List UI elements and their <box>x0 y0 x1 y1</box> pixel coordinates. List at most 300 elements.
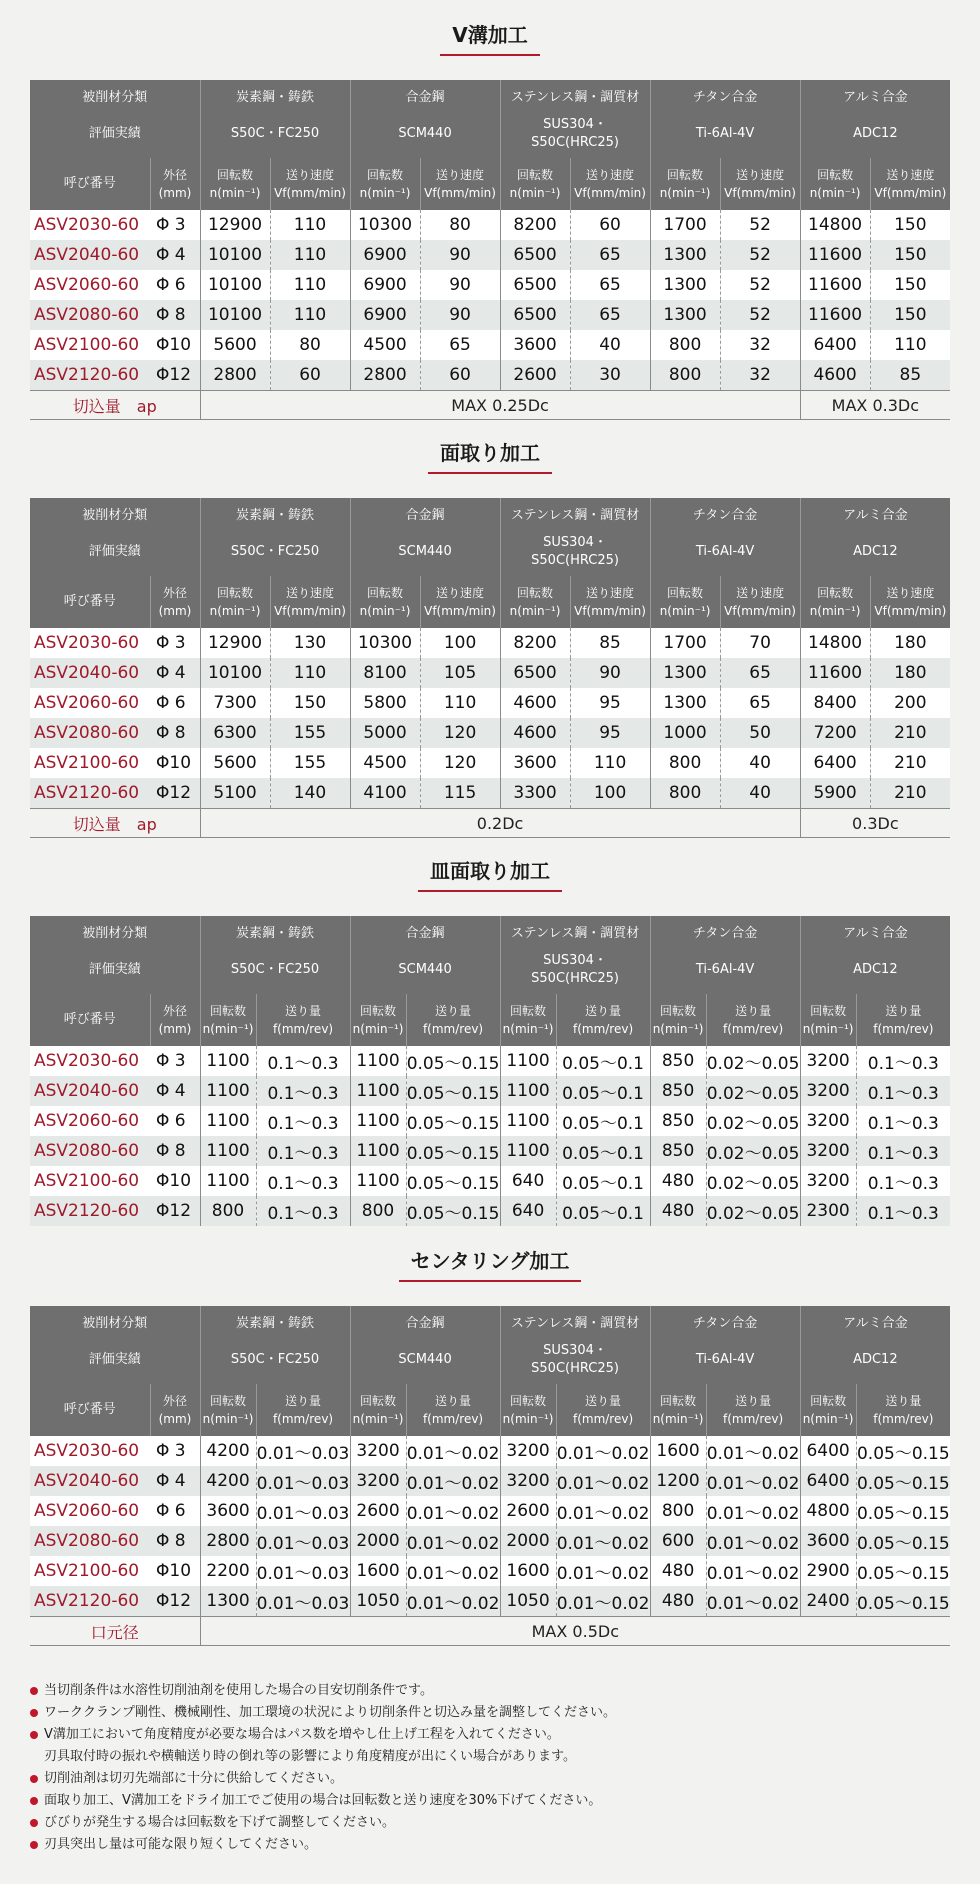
rpm-value: 2600 <box>500 360 570 391</box>
rpm-value: 3200 <box>350 1436 406 1466</box>
section-title-wrap <box>0 858 980 902</box>
feed-value: 100 <box>420 628 500 658</box>
feed-value: 65 <box>570 270 650 300</box>
feed-value: 150 <box>870 270 950 300</box>
rpm-value: 2200 <box>200 1556 256 1586</box>
diameter-value: Φ12 <box>150 778 200 809</box>
feed-label: 送り速度 Vf(mm/min) <box>570 158 650 210</box>
feed-value: 0.02～0.05 <box>706 1076 800 1106</box>
diameter-value: Φ 3 <box>150 210 200 240</box>
cutting-table <box>30 1306 950 1646</box>
rpm-value: 2900 <box>800 1556 856 1586</box>
cutting-table <box>30 498 950 838</box>
rpm-value: 1300 <box>650 240 720 270</box>
material-header: アルミ合金 <box>800 498 950 528</box>
feed-value: 0.05～0.15 <box>856 1436 950 1466</box>
rpm-value: 800 <box>650 748 720 778</box>
feed-value: 95 <box>570 688 650 718</box>
material-header: チタン合金 <box>650 1306 800 1336</box>
table-row <box>30 1526 950 1556</box>
feed-label: 送り速度 Vf(mm/min) <box>720 576 800 628</box>
feed-value: 120 <box>420 748 500 778</box>
rpm-label: 回転数 n(min⁻¹) <box>800 994 856 1046</box>
feed-value: 0.1～0.3 <box>856 1136 950 1166</box>
header-param-row <box>30 576 950 628</box>
rpm-label: 回転数 n(min⁻¹) <box>800 1384 856 1436</box>
feed-value: 0.01～0.02 <box>556 1496 650 1526</box>
rpm-label: 回転数 n(min⁻¹) <box>650 994 706 1046</box>
section-title: 面取り加工 <box>428 440 552 474</box>
feed-value: 52 <box>720 240 800 270</box>
feed-value: 110 <box>270 300 350 330</box>
diameter-value: Φ 6 <box>150 1106 200 1136</box>
rpm-value: 1700 <box>650 210 720 240</box>
diameter-value: Φ 8 <box>150 718 200 748</box>
rpm-value: 2800 <box>200 1526 256 1556</box>
table-footer-row <box>30 391 950 420</box>
feed-value: 0.01～0.02 <box>556 1586 650 1617</box>
feed-value: 0.01～0.02 <box>706 1466 800 1496</box>
grade-header: S50C・FC250 <box>200 528 350 576</box>
material-label: 被削材分類 <box>30 498 200 528</box>
feed-value: 0.01～0.03 <box>256 1496 350 1526</box>
model-number: ASV2100-60 <box>30 748 150 778</box>
feed-value: 0.05～0.15 <box>856 1466 950 1496</box>
rpm-value: 4500 <box>350 330 420 360</box>
rpm-value: 14800 <box>800 628 870 658</box>
header-grade-row <box>30 946 950 994</box>
feed-value: 85 <box>570 628 650 658</box>
diameter-value: Φ 4 <box>150 1466 200 1496</box>
bullet-icon <box>30 1687 38 1695</box>
grade-header: SUS304・ S50C(HRC25) <box>500 946 650 994</box>
header-grade-row <box>30 1336 950 1384</box>
rpm-value: 8100 <box>350 658 420 688</box>
feed-label: 送り速度 Vf(mm/min) <box>720 158 800 210</box>
feed-value: 30 <box>570 360 650 391</box>
rpm-label: 回転数 n(min⁻¹) <box>200 576 270 628</box>
rpm-value: 8200 <box>500 628 570 658</box>
table-row <box>30 1436 950 1466</box>
rpm-value: 1100 <box>200 1136 256 1166</box>
feed-value: 90 <box>420 270 500 300</box>
feed-value: 110 <box>270 210 350 240</box>
material-label: 被削材分類 <box>30 916 200 946</box>
rpm-label: 回転数 n(min⁻¹) <box>650 1384 706 1436</box>
rpm-label: 回転数 n(min⁻¹) <box>500 994 556 1046</box>
model-number: ASV2060-60 <box>30 688 150 718</box>
table-row <box>30 688 950 718</box>
header-param-row <box>30 994 950 1046</box>
feed-value: 0.05～0.15 <box>856 1496 950 1526</box>
rpm-value: 3300 <box>500 778 570 809</box>
material-header: 炭素鋼・鋳鉄 <box>200 916 350 946</box>
note-item <box>30 1768 950 1790</box>
rpm-value: 3600 <box>200 1496 256 1526</box>
rpm-value: 6500 <box>500 240 570 270</box>
model-number: ASV2080-60 <box>30 1526 150 1556</box>
rpm-value: 6400 <box>800 1466 856 1496</box>
rpm-value: 8400 <box>800 688 870 718</box>
feed-label: 送り速度 Vf(mm/min) <box>870 158 950 210</box>
model-label: 呼び番号 <box>30 1384 150 1436</box>
rpm-value: 1000 <box>650 718 720 748</box>
grade-header: Ti-6Al-4V <box>650 110 800 158</box>
diameter-value: Φ 3 <box>150 628 200 658</box>
feed-value: 180 <box>870 628 950 658</box>
feed-value: 0.01～0.02 <box>706 1556 800 1586</box>
section-title: V溝加工 <box>440 22 539 56</box>
header-grade-row <box>30 110 950 158</box>
rpm-value: 12900 <box>200 210 270 240</box>
grade-header: SUS304・ S50C(HRC25) <box>500 1336 650 1384</box>
rpm-value: 480 <box>650 1586 706 1617</box>
section-title: 皿面取り加工 <box>418 858 562 892</box>
feed-value: 210 <box>870 778 950 809</box>
table-row <box>30 778 950 809</box>
diameter-value: Φ 6 <box>150 270 200 300</box>
diameter-label: 外径 (mm) <box>150 994 200 1046</box>
table-row <box>30 210 950 240</box>
diameter-value: Φ 8 <box>150 1136 200 1166</box>
rpm-value: 480 <box>650 1166 706 1196</box>
depth-value-main: 0.2Dc <box>200 809 800 838</box>
rpm-value: 11600 <box>800 240 870 270</box>
feed-value: 115 <box>420 778 500 809</box>
feed-label: 送り量 f(mm/rev) <box>556 1384 650 1436</box>
rpm-value: 5900 <box>800 778 870 809</box>
material-header: チタン合金 <box>650 916 800 946</box>
feed-value: 60 <box>270 360 350 391</box>
model-number: ASV2080-60 <box>30 1136 150 1166</box>
feed-value: 32 <box>720 360 800 391</box>
header-material-row <box>30 80 950 110</box>
rpm-value: 1100 <box>200 1076 256 1106</box>
rpm-value: 6400 <box>800 1436 856 1466</box>
model-number: ASV2100-60 <box>30 330 150 360</box>
feed-label: 送り量 f(mm/rev) <box>406 1384 500 1436</box>
rpm-label: 回転数 n(min⁻¹) <box>350 994 406 1046</box>
rpm-value: 850 <box>650 1046 706 1076</box>
rpm-value: 3600 <box>800 1526 856 1556</box>
feed-value: 65 <box>420 330 500 360</box>
grade-header: S50C・FC250 <box>200 110 350 158</box>
rpm-value: 8200 <box>500 210 570 240</box>
feed-value: 110 <box>270 270 350 300</box>
feed-label: 送り量 f(mm/rev) <box>706 1384 800 1436</box>
feed-value: 0.1～0.3 <box>256 1076 350 1106</box>
feed-value: 90 <box>570 658 650 688</box>
model-number: ASV2040-60 <box>30 240 150 270</box>
grade-header: SCM440 <box>350 1336 500 1384</box>
grade-header: Ti-6Al-4V <box>650 946 800 994</box>
rpm-value: 4600 <box>500 718 570 748</box>
rpm-value: 4500 <box>350 748 420 778</box>
feed-value: 40 <box>570 330 650 360</box>
rpm-value: 6400 <box>800 748 870 778</box>
diameter-label: 外径 (mm) <box>150 576 200 628</box>
rpm-label: 回転数 n(min⁻¹) <box>350 158 420 210</box>
rpm-value: 3600 <box>500 330 570 360</box>
rpm-value: 1300 <box>650 688 720 718</box>
feed-value: 130 <box>270 628 350 658</box>
note-text: 刃具突出し量は可能な限り短くしてください。 <box>44 1837 318 1852</box>
rpm-value: 850 <box>650 1106 706 1136</box>
rpm-value: 800 <box>650 360 720 391</box>
header-grade-row <box>30 528 950 576</box>
table-row <box>30 1196 950 1226</box>
grade-header: ADC12 <box>800 946 950 994</box>
rpm-value: 2800 <box>200 360 270 391</box>
rpm-value: 1100 <box>350 1076 406 1106</box>
bullet-icon <box>30 1731 38 1739</box>
material-header: 合金鋼 <box>350 916 500 946</box>
material-header: 合金鋼 <box>350 1306 500 1336</box>
feed-value: 0.01～0.03 <box>256 1586 350 1617</box>
rpm-value: 2000 <box>500 1526 556 1556</box>
feed-value: 0.05～0.15 <box>406 1076 500 1106</box>
rpm-value: 3200 <box>500 1466 556 1496</box>
feed-value: 0.02～0.05 <box>706 1106 800 1136</box>
rpm-label: 回転数 n(min⁻¹) <box>200 994 256 1046</box>
table-row <box>30 360 950 391</box>
model-label: 呼び番号 <box>30 158 150 210</box>
feed-value: 65 <box>720 658 800 688</box>
feed-value: 210 <box>870 748 950 778</box>
note-item <box>30 1724 950 1746</box>
bullet-icon <box>30 1775 38 1783</box>
grade-header: ADC12 <box>800 528 950 576</box>
rpm-value: 1100 <box>350 1046 406 1076</box>
rpm-label: 回転数 n(min⁻¹) <box>200 1384 256 1436</box>
feed-value: 0.01～0.03 <box>256 1466 350 1496</box>
section-title: センタリング加工 <box>399 1248 582 1282</box>
feed-label: 送り速度 Vf(mm/min) <box>270 158 350 210</box>
rpm-value: 4200 <box>200 1436 256 1466</box>
rpm-value: 1300 <box>650 300 720 330</box>
rpm-value: 480 <box>650 1556 706 1586</box>
feed-label: 送り速度 Vf(mm/min) <box>270 576 350 628</box>
material-header: 炭素鋼・鋳鉄 <box>200 1306 350 1336</box>
model-number: ASV2030-60 <box>30 1046 150 1076</box>
feed-value: 180 <box>870 658 950 688</box>
rpm-value: 7200 <box>800 718 870 748</box>
feed-value: 32 <box>720 330 800 360</box>
rpm-value: 1100 <box>500 1136 556 1166</box>
rpm-value: 14800 <box>800 210 870 240</box>
table-row <box>30 748 950 778</box>
depth-label: 口元径 <box>30 1617 200 1646</box>
table-row <box>30 628 950 658</box>
feed-value: 0.1～0.3 <box>256 1136 350 1166</box>
rpm-value: 1600 <box>350 1556 406 1586</box>
material-header: アルミ合金 <box>800 80 950 110</box>
table-row <box>30 270 950 300</box>
note-item <box>30 1746 950 1768</box>
feed-value: 0.01～0.02 <box>556 1436 650 1466</box>
rpm-value: 10100 <box>200 240 270 270</box>
note-item <box>30 1834 950 1856</box>
rpm-label: 回転数 n(min⁻¹) <box>500 576 570 628</box>
feed-value: 60 <box>420 360 500 391</box>
feed-value: 150 <box>870 210 950 240</box>
feed-value: 0.05～0.15 <box>856 1586 950 1617</box>
diameter-value: Φ 3 <box>150 1436 200 1466</box>
feed-value: 80 <box>270 330 350 360</box>
depth-value-aluminum: MAX 0.3Dc <box>800 391 950 420</box>
depth-value-main: MAX 0.5Dc <box>200 1617 950 1646</box>
feed-value: 0.01～0.02 <box>556 1466 650 1496</box>
eval-label: 評価実績 <box>30 110 200 158</box>
feed-value: 0.01～0.02 <box>706 1496 800 1526</box>
rpm-value: 1100 <box>200 1046 256 1076</box>
table-row <box>30 658 950 688</box>
note-text: V溝加工において角度精度が必要な場合はパス数を増やし仕上げ工程を入れてください。 <box>44 1727 560 1742</box>
depth-label: 切込量 ap <box>30 809 200 838</box>
grade-header: Ti-6Al-4V <box>650 528 800 576</box>
header-param-row <box>30 158 950 210</box>
header-param-row <box>30 1384 950 1436</box>
rpm-label: 回転数 n(min⁻¹) <box>800 576 870 628</box>
feed-value: 0.05～0.1 <box>556 1076 650 1106</box>
feed-value: 40 <box>720 748 800 778</box>
rpm-value: 7300 <box>200 688 270 718</box>
rpm-value: 850 <box>650 1136 706 1166</box>
feed-value: 0.02～0.05 <box>706 1196 800 1226</box>
feed-label: 送り量 f(mm/rev) <box>256 994 350 1046</box>
rpm-value: 1300 <box>650 658 720 688</box>
grade-header: SCM440 <box>350 946 500 994</box>
diameter-value: Φ12 <box>150 1586 200 1617</box>
feed-value: 0.01～0.03 <box>256 1526 350 1556</box>
rpm-value: 1200 <box>650 1466 706 1496</box>
diameter-value: Φ 3 <box>150 1046 200 1076</box>
rpm-label: 回転数 n(min⁻¹) <box>350 576 420 628</box>
feed-value: 95 <box>570 718 650 748</box>
rpm-value: 5600 <box>200 330 270 360</box>
feed-label: 送り量 f(mm/rev) <box>856 994 950 1046</box>
rpm-value: 4200 <box>200 1466 256 1496</box>
feed-value: 150 <box>870 240 950 270</box>
table-row <box>30 330 950 360</box>
rpm-value: 1100 <box>350 1136 406 1166</box>
table-row <box>30 718 950 748</box>
rpm-value: 1050 <box>500 1586 556 1617</box>
material-header: 合金鋼 <box>350 80 500 110</box>
feed-value: 0.01～0.03 <box>256 1436 350 1466</box>
rpm-value: 1100 <box>350 1106 406 1136</box>
feed-value: 80 <box>420 210 500 240</box>
rpm-value: 3600 <box>500 748 570 778</box>
feed-value: 90 <box>420 240 500 270</box>
rpm-value: 4600 <box>500 688 570 718</box>
model-number: ASV2120-60 <box>30 1196 150 1226</box>
table-footer-row <box>30 1617 950 1646</box>
feed-label: 送り速度 Vf(mm/min) <box>570 576 650 628</box>
material-header: アルミ合金 <box>800 1306 950 1336</box>
rpm-value: 800 <box>650 330 720 360</box>
rpm-value: 2800 <box>350 360 420 391</box>
model-number: ASV2030-60 <box>30 628 150 658</box>
rpm-value: 1100 <box>500 1046 556 1076</box>
rpm-label: 回転数 n(min⁻¹) <box>650 576 720 628</box>
diameter-value: Φ12 <box>150 360 200 391</box>
bullet-icon <box>30 1797 38 1805</box>
model-number: ASV2060-60 <box>30 270 150 300</box>
feed-value: 0.05～0.1 <box>556 1046 650 1076</box>
rpm-value: 480 <box>650 1196 706 1226</box>
header-material-row <box>30 498 950 528</box>
note-text: 面取り加工、V溝加工をドライ加工でご使用の場合は回転数と送り速度を30%下げてください。 <box>44 1793 602 1808</box>
note-text: 当切削条件は水溶性切削油剤を使用した場合の目安切削条件です。 <box>44 1683 433 1698</box>
table-footer-row <box>30 809 950 838</box>
feed-value: 155 <box>270 718 350 748</box>
depth-label: 切込量 ap <box>30 391 200 420</box>
grade-header: SUS304・ S50C(HRC25) <box>500 528 650 576</box>
diameter-label: 外径 (mm) <box>150 158 200 210</box>
model-number: ASV2040-60 <box>30 1466 150 1496</box>
diameter-label: 外径 (mm) <box>150 1384 200 1436</box>
rpm-value: 4600 <box>800 360 870 391</box>
note-text: 刃具取付時の振れや横軸送り時の倒れ等の影響により角度精度が出にくい場合があります。 <box>44 1749 576 1764</box>
feed-value: 0.01～0.02 <box>406 1526 500 1556</box>
feed-value: 0.01～0.02 <box>406 1496 500 1526</box>
eval-label: 評価実績 <box>30 1336 200 1384</box>
model-number: ASV2080-60 <box>30 718 150 748</box>
rpm-label: 回転数 n(min⁻¹) <box>650 158 720 210</box>
model-number: ASV2060-60 <box>30 1106 150 1136</box>
material-header: 炭素鋼・鋳鉄 <box>200 498 350 528</box>
bullet-icon <box>30 1709 38 1717</box>
rpm-value: 11600 <box>800 300 870 330</box>
rpm-value: 6900 <box>350 240 420 270</box>
feed-value: 0.1～0.3 <box>856 1076 950 1106</box>
rpm-value: 800 <box>650 1496 706 1526</box>
table-row <box>30 300 950 330</box>
note-item <box>30 1680 950 1702</box>
rpm-value: 1100 <box>200 1106 256 1136</box>
feed-value: 50 <box>720 718 800 748</box>
feed-value: 0.05～0.15 <box>856 1556 950 1586</box>
feed-value: 0.02～0.05 <box>706 1166 800 1196</box>
model-number: ASV2030-60 <box>30 210 150 240</box>
feed-label: 送り速度 Vf(mm/min) <box>420 158 500 210</box>
feed-value: 0.1～0.3 <box>256 1166 350 1196</box>
model-number: ASV2120-60 <box>30 360 150 391</box>
feed-value: 155 <box>270 748 350 778</box>
feed-value: 90 <box>420 300 500 330</box>
feed-value: 0.1～0.3 <box>856 1196 950 1226</box>
feed-value: 0.05～0.15 <box>406 1106 500 1136</box>
rpm-value: 1600 <box>500 1556 556 1586</box>
rpm-value: 1100 <box>500 1106 556 1136</box>
rpm-value: 10300 <box>350 210 420 240</box>
rpm-value: 5800 <box>350 688 420 718</box>
table-section-0 <box>0 22 980 416</box>
diameter-value: Φ 6 <box>150 1496 200 1526</box>
rpm-value: 4800 <box>800 1496 856 1526</box>
table-row <box>30 1496 950 1526</box>
material-header: チタン合金 <box>650 80 800 110</box>
note-item <box>30 1702 950 1724</box>
table-row <box>30 1046 950 1076</box>
model-number: ASV2040-60 <box>30 658 150 688</box>
rpm-label: 回転数 n(min⁻¹) <box>500 158 570 210</box>
feed-value: 65 <box>570 300 650 330</box>
material-header: ステンレス鋼・調質材 <box>500 80 650 110</box>
feed-value: 0.1～0.3 <box>856 1046 950 1076</box>
grade-header: ADC12 <box>800 110 950 158</box>
